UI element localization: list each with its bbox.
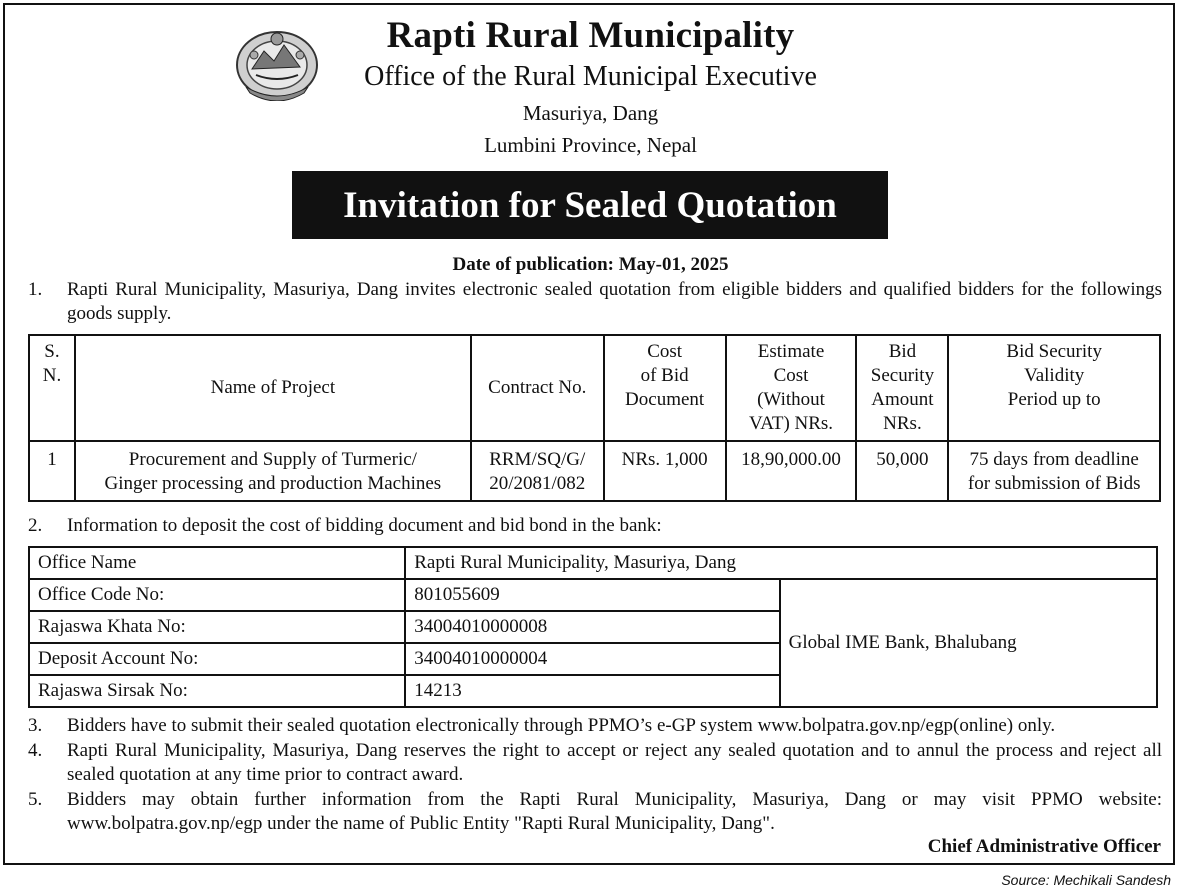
point-text: Rapti Rural Municipality, Masuriya, Dang invites electronic sealed quotation from eligible bidders and qualified bidders for the followings goods supply. xyxy=(67,279,1162,324)
row-value: 801055609 xyxy=(405,579,779,611)
table-header-row xyxy=(29,335,1160,441)
cell-contract-no: RRM/SQ/G/ 20/2081/082 xyxy=(471,441,604,501)
table-row xyxy=(29,579,1157,611)
header-contract-no: Contract No. xyxy=(471,335,604,441)
cell-project-name: Procurement and Supply of Turmeric/ Ginger processing and production Machines xyxy=(75,441,471,501)
org-name: Rapti Rural Municipality xyxy=(386,15,795,56)
header-validity: Bid Security Validity Period up to xyxy=(948,335,1160,441)
table-row xyxy=(29,547,1157,579)
bank-name: Global IME Bank, Bhalubang xyxy=(780,579,1157,707)
row-label: Office Code No: xyxy=(29,579,405,611)
cell-estimate: 18,90,000.00 xyxy=(726,441,857,501)
province: Lumbini Province, Nepal xyxy=(484,133,697,157)
cell-sn: 1 xyxy=(29,441,75,501)
cell-cost: NRs. 1,000 xyxy=(604,441,726,501)
point-4 xyxy=(28,739,1162,787)
point-text: Bidders may obtain further information from the Rapti Rural Municipality, Masuriya, Dang or may visit PPMO website: www.bolpatra.gov.np/egp under the name of Public Entity "Rapti Rural Municipality, Dang". xyxy=(67,789,1162,834)
point-3 xyxy=(28,714,1162,738)
point-2 xyxy=(28,514,1162,538)
bank-info-table xyxy=(28,546,1158,708)
point-number: 2. xyxy=(28,515,43,536)
row-value: 34004010000008 xyxy=(405,611,779,643)
office-name-value: Rapti Rural Municipality, Masuriya, Dang xyxy=(405,547,1157,579)
point-number: 4. xyxy=(28,740,43,761)
header-project-name: Name of Project xyxy=(75,335,471,441)
row-value: 34004010000004 xyxy=(405,643,779,675)
header-cost-of-bid: Cost of Bid Document xyxy=(604,335,726,441)
header-estimate-cost: Estimate Cost (Without VAT) NRs. xyxy=(726,335,857,441)
publication-date: Date of publication: May-01, 2025 xyxy=(452,254,729,275)
point-5 xyxy=(28,788,1162,836)
office-name: Office of the Rural Municipal Executive xyxy=(364,61,817,92)
point-number: 5. xyxy=(28,789,43,810)
point-text: Bidders have to submit their sealed quotation electronically through PPMO’s e-GP system www.bolpatra.gov.np/egp(online) only. xyxy=(67,715,1056,736)
project-table xyxy=(28,334,1161,502)
point-number: 3. xyxy=(28,715,43,736)
row-label: Rajaswa Khata No: xyxy=(29,611,405,643)
location: Masuriya, Dang xyxy=(522,101,659,125)
signer-title: Chief Administrative Officer xyxy=(927,836,1161,857)
point-text: Information to deposit the cost of bidding document and bid bond in the bank: xyxy=(67,515,662,536)
source-credit: Source: Mechikali Sandesh xyxy=(1001,872,1171,888)
notice-title: Invitation for Sealed Quotation xyxy=(292,171,888,239)
table-row xyxy=(29,441,1160,501)
cell-security: 50,000 xyxy=(856,441,948,501)
row-label: Rajaswa Sirsak No: xyxy=(29,675,405,707)
header-bid-security: Bid Security Amount NRs. xyxy=(856,335,948,441)
cell-validity: 75 days from deadline for submission of Bids xyxy=(948,441,1160,501)
row-value: 14213 xyxy=(405,675,779,707)
point-text: Rapti Rural Municipality, Masuriya, Dang reserves the right to accept or reject any sealed quotation and to annul the process and reject all sealed quotation at any time prior to contract award. xyxy=(67,740,1162,785)
point-1 xyxy=(28,278,1162,326)
header-sn: S. N. xyxy=(29,335,75,441)
office-name-label: Office Name xyxy=(29,547,405,579)
point-number: 1. xyxy=(28,279,43,300)
row-label: Deposit Account No: xyxy=(29,643,405,675)
